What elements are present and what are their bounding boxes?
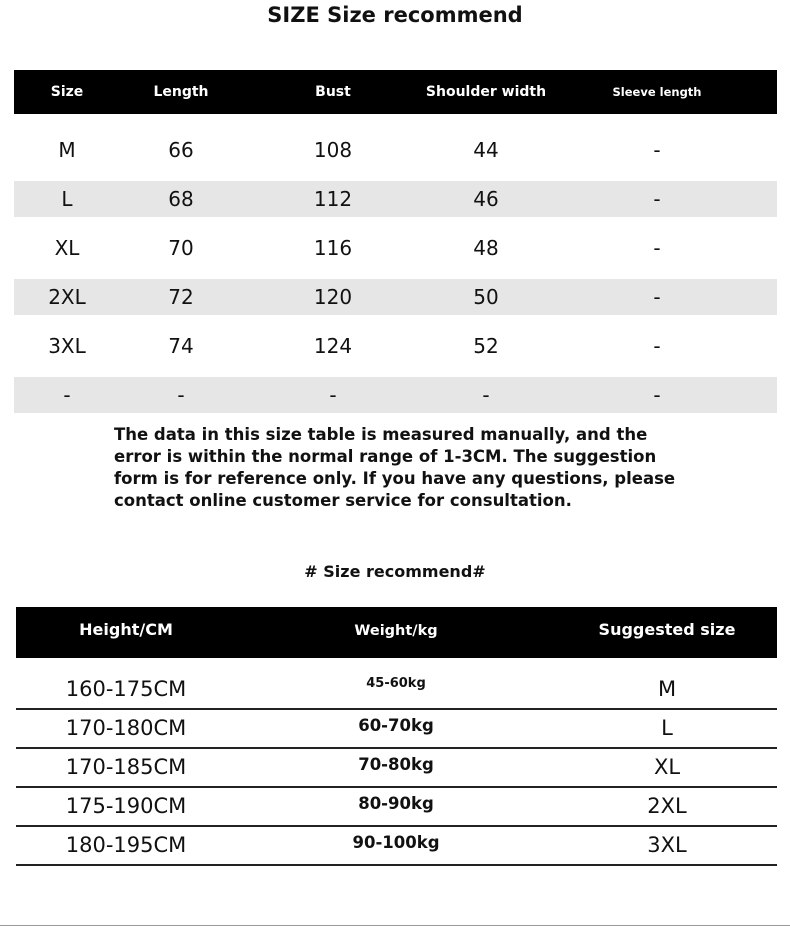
cell-size: XL (54, 236, 80, 260)
cell-size: - (63, 383, 71, 407)
cell-shoulder: 44 (473, 138, 499, 162)
cell-weight: 70-80kg (358, 755, 434, 774)
cell-bust: 124 (313, 334, 353, 358)
cell-sleeve: - (653, 285, 661, 309)
cell-height: 180-195CM (65, 833, 187, 857)
recommend-table (16, 607, 777, 867)
cell-size: 2XL (48, 285, 86, 309)
cell-suggested-size: 2XL (647, 794, 687, 818)
measurement-note: The data in this size table is measured manually, and the error is within the normal range of 1-3CM. The suggestion form is for reference only. If you have any questions, please contact online customer service for consultation. (114, 425, 676, 510)
cell-weight: 80-90kg (358, 794, 434, 813)
cell-weight: 60-70kg (358, 716, 434, 735)
header-size: Size (50, 84, 84, 100)
cell-bust: - (329, 383, 337, 407)
cell-suggested-size: L (661, 716, 673, 740)
cell-size: M (58, 138, 76, 162)
table-row (14, 279, 777, 315)
table-row (14, 230, 777, 266)
table-row (14, 132, 777, 168)
header-shoulder-width: Shoulder width (425, 84, 547, 100)
cell-bust: 112 (313, 187, 353, 211)
size-table-header (14, 70, 777, 114)
cell-length: 68 (168, 187, 194, 211)
table-row (16, 669, 777, 710)
cell-shoulder: 50 (473, 285, 499, 309)
table-row (14, 328, 777, 364)
size-table (14, 70, 777, 407)
cell-length: 70 (168, 236, 194, 260)
page-title: SIZE Size recommend (267, 3, 523, 27)
cell-bust: 108 (313, 138, 353, 162)
header-length: Length (153, 84, 209, 100)
cell-sleeve: - (653, 383, 661, 407)
cell-length: - (177, 383, 185, 407)
cell-length: 74 (168, 334, 194, 358)
table-row (16, 825, 777, 866)
cell-height: 170-180CM (65, 716, 187, 740)
cell-weight: 45-60kg (366, 676, 426, 691)
header-weight: Weight/kg (354, 623, 438, 639)
recommend-title: # Size recommend# (304, 562, 486, 581)
cell-suggested-size: 3XL (647, 833, 687, 857)
cell-shoulder: - (482, 383, 490, 407)
cell-shoulder: 46 (473, 187, 499, 211)
header-sleeve-length: Sleeve length (612, 85, 702, 99)
cell-sleeve: - (653, 187, 661, 211)
cell-weight: 90-100kg (352, 833, 440, 852)
recommend-table-header (16, 607, 777, 658)
cell-suggested-size: M (657, 677, 677, 701)
header-suggested-size: Suggested size (598, 620, 736, 639)
table-row (14, 181, 777, 217)
cell-size: 3XL (48, 334, 86, 358)
cell-bust: 120 (313, 285, 353, 309)
cell-height: 175-190CM (65, 794, 187, 818)
cell-sleeve: - (653, 334, 661, 358)
cell-height: 170-185CM (65, 755, 187, 779)
cell-sleeve: - (653, 236, 661, 260)
cell-suggested-size: XL (653, 755, 681, 779)
divider (0, 925, 790, 926)
header-height: Height/CM (79, 620, 173, 639)
header-bust: Bust (315, 84, 351, 100)
cell-length: 72 (168, 285, 194, 309)
cell-bust: 116 (313, 236, 353, 260)
table-row (16, 747, 777, 788)
table-row (16, 708, 777, 749)
cell-shoulder: 48 (473, 236, 499, 260)
cell-sleeve: - (653, 138, 661, 162)
cell-shoulder: 52 (473, 334, 499, 358)
cell-height: 160-175CM (65, 677, 187, 701)
table-row (16, 786, 777, 827)
cell-size: L (61, 187, 73, 211)
table-row (14, 377, 777, 413)
cell-length: 66 (168, 138, 194, 162)
